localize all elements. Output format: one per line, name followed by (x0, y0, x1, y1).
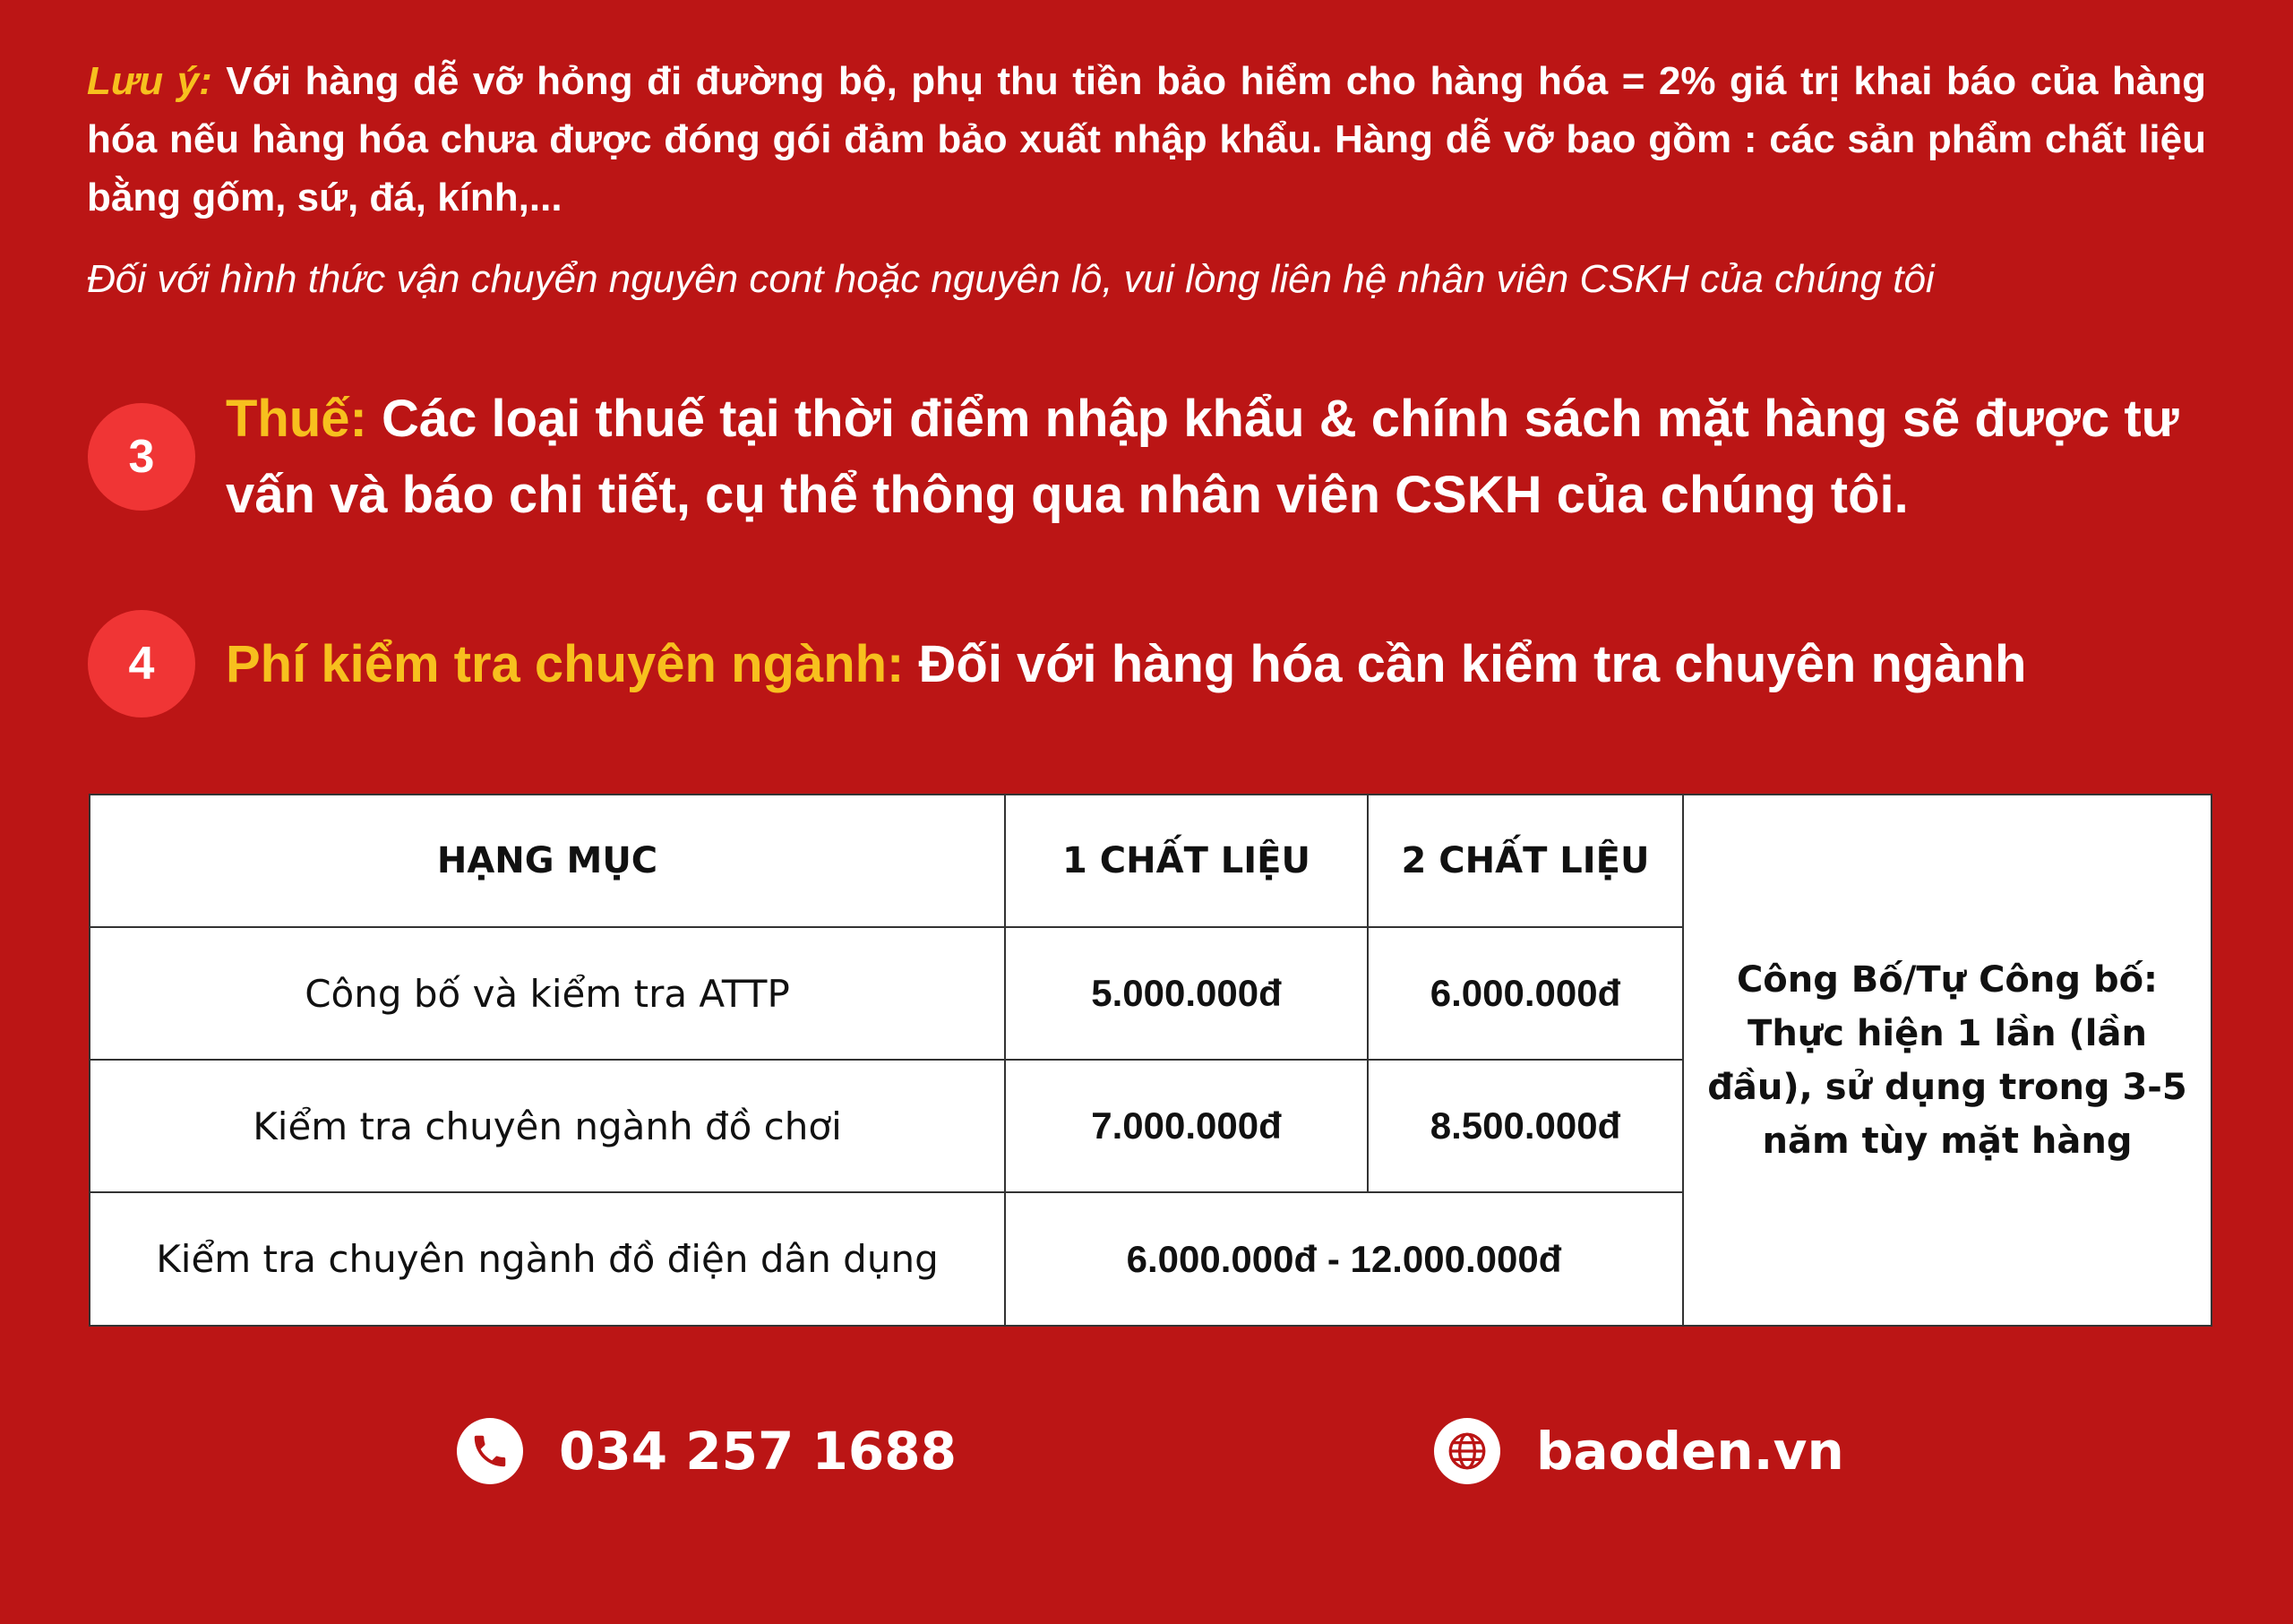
website-link[interactable]: baoden.vn (1536, 1421, 1844, 1482)
inspection-section (226, 626, 2214, 702)
phone-icon (457, 1418, 523, 1484)
note-label: Lưu ý: (87, 59, 212, 103)
row-price-two: 6.000.000đ (1368, 927, 1683, 1060)
header-two-materials: 2 CHẤT LIỆU (1368, 795, 1683, 927)
section-number-3: 3 (88, 403, 195, 511)
insurance-note (87, 52, 2206, 227)
phone-contact[interactable] (457, 1415, 957, 1487)
row-price-one: 7.000.000đ (1005, 1060, 1368, 1192)
row-item: Kiểm tra chuyên ngành đồ chơi (90, 1060, 1005, 1192)
globe-icon (1434, 1418, 1500, 1484)
row-item: Công bố và kiểm tra ATTP (90, 927, 1005, 1060)
row-price-one: 5.000.000đ (1005, 927, 1368, 1060)
container-note: Đối với hình thức vận chuyển nguyên cont hoặc nguyên lô, vui lòng liên hệ nhân viên CSKH của chúng tôi (87, 257, 1935, 301)
section-number-4: 4 (88, 610, 195, 717)
inspection-text: Đối với hàng hóa cần kiểm tra chuyên ngành (918, 635, 2027, 693)
tax-text: Các loại thuế tại thời điểm nhập khẩu & chính sách mặt hàng sẽ được tư vấn và báo chi tiết, cụ thể thông qua nhân viên CSKH của chúng tôi. (226, 390, 2179, 524)
header-category: HẠNG MỤC (90, 795, 1005, 927)
announcement-note: Công Bố/Tự Công bố: Thực hiện 1 lần (lần đầu), sử dụng trong 3-5 năm tùy mặt hàng (1683, 795, 2211, 1326)
phone-number[interactable]: 034 257 1688 (559, 1421, 957, 1482)
website-contact[interactable] (1434, 1415, 1844, 1487)
table-header-row (90, 795, 2211, 927)
inspection-fee-table (89, 794, 2212, 1327)
tax-section (226, 381, 2214, 533)
header-one-material: 1 CHẤT LIỆU (1005, 795, 1368, 927)
inspection-heading: Phí kiểm tra chuyên ngành: (226, 635, 905, 693)
row-price-range: 6.000.000đ - 12.000.000đ (1005, 1192, 1683, 1326)
tax-heading: Thuế: (226, 390, 367, 448)
row-item: Kiểm tra chuyên ngành đồ điện dân dụng (90, 1192, 1005, 1326)
row-price-two: 8.500.000đ (1368, 1060, 1683, 1192)
note-text: Với hàng dễ vỡ hỏng đi đường bộ, phụ thu tiền bảo hiểm cho hàng hóa = 2% giá trị khai báo của hàng hóa nếu hàng hóa chưa được đóng gói đảm bảo xuất nhập khẩu. Hàng dễ vỡ bao gồm : các sản phẩm chất liệu bằng gốm, sứ, đá, kính,... (87, 59, 2206, 219)
